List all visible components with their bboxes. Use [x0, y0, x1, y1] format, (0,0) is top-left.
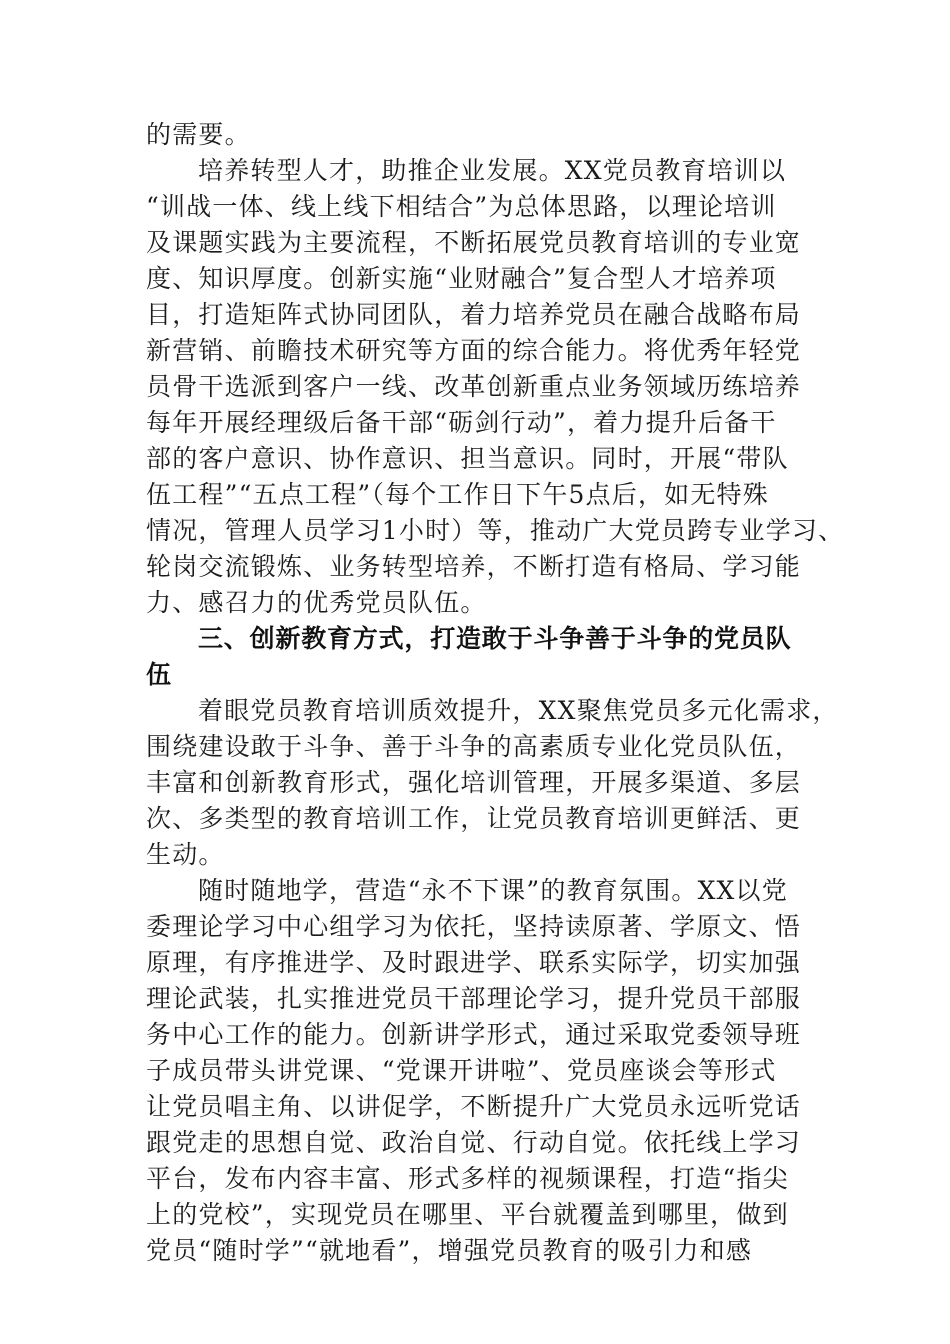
text-line: 部的客户意识、协作意识、担当意识。同时，开展“带队	[146, 444, 789, 473]
text-line: 委理论学习中心组学习为依托，坚持读原著、学原文、悟	[146, 912, 802, 941]
paragraph-first-line: 随时随地学，营造“永不下课”的教育氛围。XX以党	[198, 876, 788, 905]
text-line: 轮岗交流锻炼、业务转型培养，不断打造有格局、学习能	[146, 552, 802, 581]
text-line: 平台，发布内容丰富、形式多样的视频课程，打造“指尖	[146, 1164, 789, 1193]
text-line: 目，打造矩阵式协同团队，着力培养党员在融合战略布局	[146, 300, 802, 329]
text-line: 务中心工作的能力。创新讲学形式，通过采取党委领导班	[146, 1020, 802, 1049]
text-line: 及课题实践为主要流程，不断拓展党员教育培训的专业宽	[146, 228, 802, 257]
paragraph-first-line: 培养转型人才，助推企业发展。XX党员教育培训以	[198, 156, 787, 185]
text-line: 上的党校”，实现党员在哪里、平台就覆盖到哪里，做到	[146, 1200, 789, 1229]
text-line: 度、知识厚度。创新实施“业财融合”复合型人才培养项	[146, 264, 777, 293]
paragraph-first-line: 着眼党员教育培训质效提升，XX聚焦党员多元化需求，	[198, 696, 839, 725]
text-line: 理论武装，扎实推进党员干部理论学习，提升党员干部服	[146, 984, 802, 1013]
text-line: 生动。	[146, 840, 225, 869]
text-line: 伍工程”“五点工程”（每个工作日下午5点后，如无特殊	[146, 480, 769, 509]
text-line: 子成员带头讲党课、“党课开讲啦”、党员座谈会等形式	[146, 1056, 777, 1085]
text-line: 情况，管理人员学习1小时）等，推动广大党员跨专业学习、	[146, 516, 845, 545]
section-heading: 三、创新教育方式，打造敢于斗争善于斗争的党员队	[198, 624, 792, 653]
text-line: 党员“随时学”“就地看”，增强党员教育的吸引力和感	[146, 1236, 753, 1265]
section-heading-continuation: 伍	[146, 660, 172, 689]
text-line: 原理，有序推进学、及时跟进学、联系实际学，切实加强	[146, 948, 802, 977]
text-line: 力、感召力的优秀党员队伍。	[146, 588, 487, 617]
text-line: 的需要。	[146, 120, 251, 149]
text-line: 员骨干选派到客户一线、改革创新重点业务领域历练培养	[146, 372, 802, 401]
text-line: 让党员唱主角、以讲促学，不断提升广大党员永远听党话	[146, 1092, 802, 1121]
text-line: 围绕建设敢于斗争、善于斗争的高素质专业化党员队伍，	[146, 732, 802, 761]
text-line: 每年开展经理级后备干部“砺剑行动”，着力提升后备干	[146, 408, 777, 437]
text-line: “训战一体、线上线下相结合”为总体思路，以理论培训	[146, 192, 777, 221]
text-line: 次、多类型的教育培训工作，让党员教育培训更鲜活、更	[146, 804, 802, 833]
text-line: 新营销、前瞻技术研究等方面的综合能力。将优秀年轻党	[146, 336, 802, 365]
text-line: 丰富和创新教育形式，强化培训管理，开展多渠道、多层	[146, 768, 802, 797]
text-line: 跟党走的思想自觉、政治自觉、行动自觉。依托线上学习	[146, 1128, 802, 1157]
